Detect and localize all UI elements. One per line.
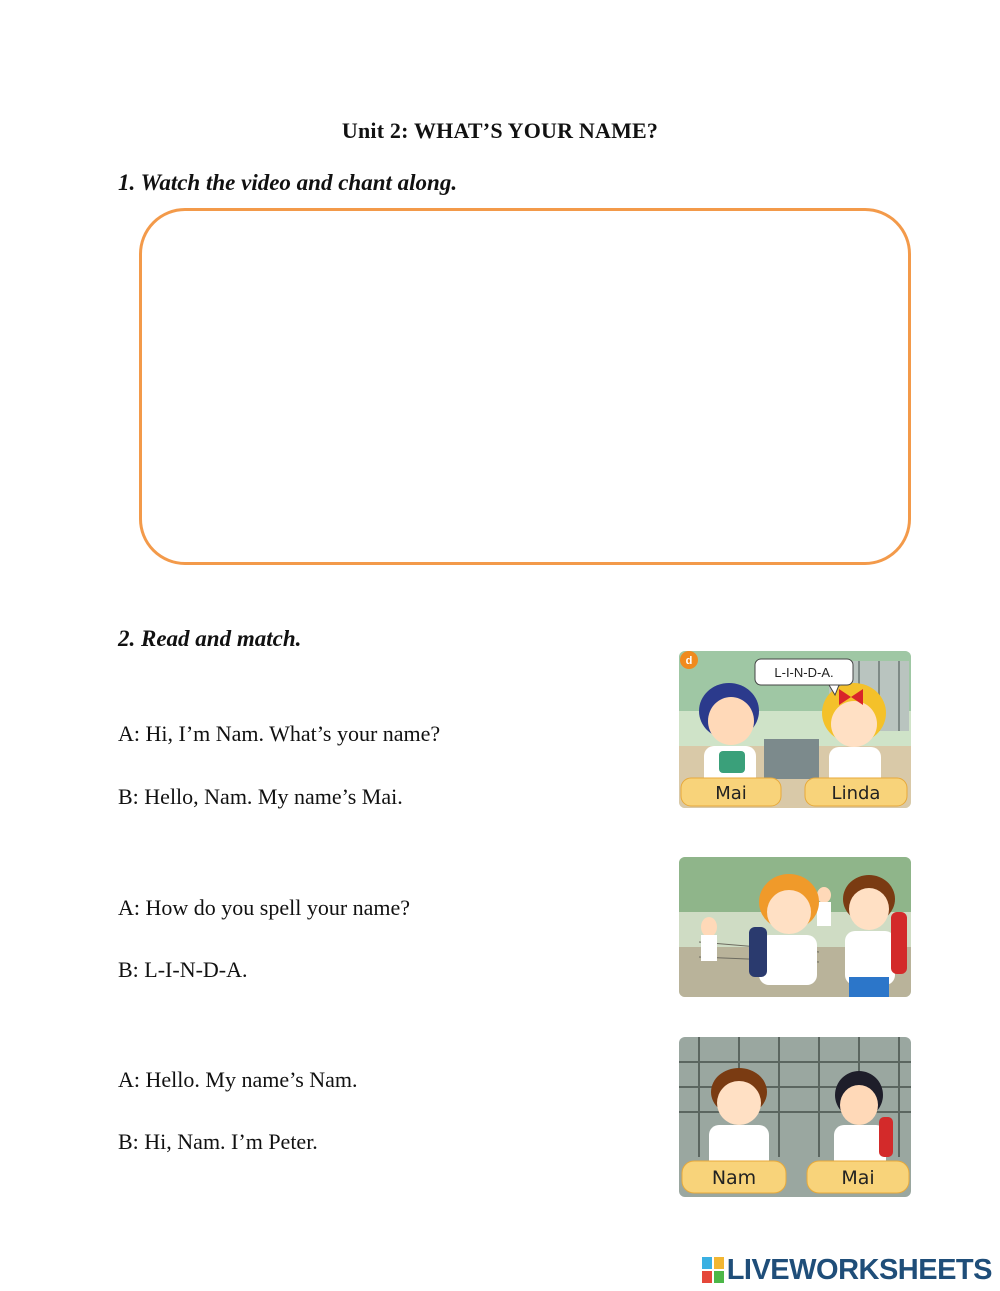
video-frame[interactable] bbox=[139, 208, 911, 565]
worksheet-title: Unit 2: WHAT’S YOUR NAME? bbox=[341, 118, 659, 143]
liveworksheets-mark-icon bbox=[702, 1257, 724, 1283]
picture-corner-letter: d bbox=[685, 655, 693, 667]
picture-1-label-right: Linda bbox=[831, 783, 881, 804]
bubble-text: L-I-N-D-A. bbox=[774, 665, 834, 680]
dialogue-2-line-b: B: L-I-N-D-A. bbox=[118, 957, 248, 982]
dialogue-1-line-b: B: Hello, Nam. My name’s Mai. bbox=[118, 784, 403, 809]
picture-3-label-right: Mai bbox=[841, 1167, 875, 1189]
picture-3-label-left: Nam bbox=[711, 1167, 757, 1189]
liveworksheets-logo-text: LIVEWORKSHEETS bbox=[726, 1253, 992, 1286]
picture-nam-mai[interactable] bbox=[679, 1037, 911, 1197]
dialogue-1-line-a: A: Hi, I’m Nam. What’s your name? bbox=[118, 721, 441, 746]
picture-mai-linda[interactable] bbox=[679, 651, 911, 808]
dialogue-3-line-b: B: Hi, Nam. I’m Peter. bbox=[118, 1129, 318, 1154]
picture-two-boys[interactable] bbox=[679, 857, 911, 997]
dialogue-2-line-a: A: How do you spell your name? bbox=[118, 895, 411, 920]
picture-1-label-left: Mai bbox=[715, 783, 747, 804]
section-1-heading: 1. Watch the video and chant along. bbox=[118, 170, 458, 195]
dialogue-3-line-a: A: Hello. My name’s Nam. bbox=[118, 1067, 358, 1092]
section-2-heading: 2. Read and match. bbox=[118, 626, 302, 651]
liveworksheets-logo[interactable] bbox=[702, 1252, 992, 1288]
